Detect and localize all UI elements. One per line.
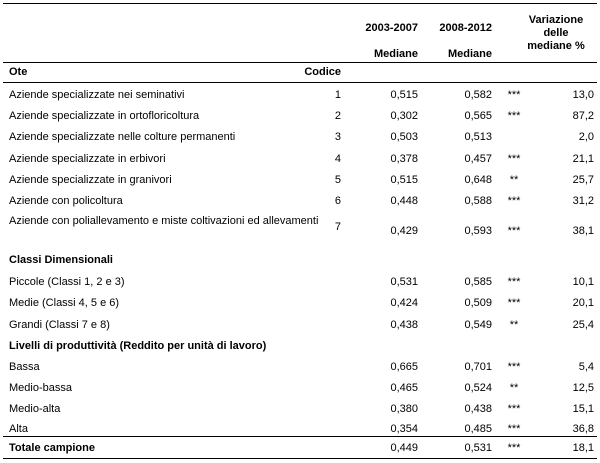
row-label: Grandi (Classi 7 e 8) xyxy=(9,319,110,331)
row-median-2008-2012: 0,565 xyxy=(464,110,492,122)
row-median-2003-2007: 0,354 xyxy=(390,423,418,435)
row-variation: 38,1 xyxy=(572,225,594,237)
total-variation: 18,1 xyxy=(572,442,594,454)
top-rule xyxy=(3,3,597,4)
row-median-2003-2007: 0,531 xyxy=(390,276,418,288)
row-significance: *** xyxy=(507,423,521,435)
row-label: Aziende specializzate in erbivori xyxy=(9,153,166,165)
row-median-2008-2012: 0,648 xyxy=(464,174,492,186)
row-significance: *** xyxy=(507,297,521,309)
row-variation: 36,8 xyxy=(572,423,594,435)
row-significance: *** xyxy=(507,361,521,373)
row-label: Aziende con policoltura xyxy=(9,195,123,207)
row-label: Piccole (Classi 1, 2 e 3) xyxy=(9,276,125,288)
row-median-2008-2012: 0,582 xyxy=(464,89,492,101)
row-label: Medio-alta xyxy=(9,403,61,415)
row-code: 1 xyxy=(334,89,341,101)
row-median-2003-2007: 0,429 xyxy=(390,225,418,237)
row-median-2008-2012: 0,585 xyxy=(464,276,492,288)
row-median-2008-2012: 0,438 xyxy=(464,403,492,415)
row-label: Aziende con poliallevamento e miste coltivazioni ed allevamenti xyxy=(9,215,319,227)
row-median-2003-2007: 0,465 xyxy=(390,382,418,394)
median1-header: Mediane xyxy=(373,48,418,60)
row-variation: 25,4 xyxy=(572,319,594,331)
row-median-2003-2007: 0,515 xyxy=(390,89,418,101)
section-title-classi-dimensionali: Classi Dimensionali xyxy=(9,254,113,266)
bottom-rule xyxy=(3,458,597,459)
row-significance: *** xyxy=(507,403,521,415)
variation-header-line2: delle xyxy=(543,27,569,39)
row-variation: 87,2 xyxy=(572,110,594,122)
row-code: 2 xyxy=(334,110,341,122)
row-median-2008-2012: 0,524 xyxy=(464,382,492,394)
total-label: Totale campione xyxy=(9,442,95,454)
row-median-2003-2007: 0,378 xyxy=(390,153,418,165)
header-rule xyxy=(3,62,597,63)
row-variation: 13,0 xyxy=(572,89,594,101)
codice-column-header: Codice xyxy=(304,66,341,78)
row-significance: *** xyxy=(507,225,521,237)
row-code: 5 xyxy=(334,174,341,186)
row-variation: 10,1 xyxy=(572,276,594,288)
row-median-2003-2007: 0,503 xyxy=(390,131,418,143)
row-variation: 5,4 xyxy=(578,361,594,373)
row-label: Aziende specializzate nei seminativi xyxy=(9,89,185,101)
variation-header-line3: mediane % xyxy=(527,40,585,52)
row-variation: 25,7 xyxy=(572,174,594,186)
row-significance: ** xyxy=(509,382,519,394)
row-variation: 31,2 xyxy=(572,195,594,207)
row-median-2003-2007: 0,424 xyxy=(390,297,418,309)
row-median-2003-2007: 0,515 xyxy=(390,174,418,186)
row-label: Bassa xyxy=(9,361,40,373)
variation-header-line1: Variazione xyxy=(528,14,584,26)
section-title-livelli-produttivita: Livelli di produttività (Reddito per unità di lavoro) xyxy=(9,340,267,352)
row-median-2008-2012: 0,701 xyxy=(464,361,492,373)
row-variation: 15,1 xyxy=(572,403,594,415)
row-label: Medio-bassa xyxy=(9,382,72,394)
row-significance: ** xyxy=(509,174,519,186)
column-header-rule xyxy=(3,82,597,83)
row-significance: *** xyxy=(507,89,521,101)
row-median-2008-2012: 0,593 xyxy=(464,225,492,237)
row-median-2008-2012: 0,588 xyxy=(464,195,492,207)
row-code: 3 xyxy=(334,131,341,143)
total-significance: *** xyxy=(507,442,521,454)
row-significance: *** xyxy=(507,195,521,207)
row-label: Aziende specializzate in granivori xyxy=(9,174,172,186)
row-median-2008-2012: 0,509 xyxy=(464,297,492,309)
period2-header: 2008-2012 xyxy=(439,22,492,34)
period1-header: 2003-2007 xyxy=(365,22,418,34)
ote-column-header: Ote xyxy=(9,66,28,78)
row-median-2003-2007: 0,302 xyxy=(390,110,418,122)
total-median-2008-2012: 0,531 xyxy=(464,442,492,454)
row-median-2003-2007: 0,380 xyxy=(390,403,418,415)
row-code: 4 xyxy=(334,153,341,165)
row-median-2008-2012: 0,549 xyxy=(464,319,492,331)
median2-header: Mediane xyxy=(447,48,492,60)
row-variation: 2,0 xyxy=(578,131,594,143)
row-code: 7 xyxy=(334,221,341,233)
row-label: Alta xyxy=(9,423,28,435)
row-code: 6 xyxy=(334,195,341,207)
row-variation: 20,1 xyxy=(572,297,594,309)
row-variation: 21,1 xyxy=(572,153,594,165)
row-label: Medie (Classi 4, 5 e 6) xyxy=(9,297,120,309)
row-label: Aziende specializzate nelle colture permanenti xyxy=(9,131,236,143)
row-variation: 12,5 xyxy=(572,382,594,394)
row-median-2003-2007: 0,438 xyxy=(390,319,418,331)
row-median-2003-2007: 0,448 xyxy=(390,195,418,207)
row-median-2008-2012: 0,457 xyxy=(464,153,492,165)
row-significance: *** xyxy=(507,153,521,165)
total-median-2003-2007: 0,449 xyxy=(390,442,418,454)
row-significance: ** xyxy=(509,319,519,331)
total-rule xyxy=(3,436,597,437)
row-significance: *** xyxy=(507,110,521,122)
row-significance: *** xyxy=(507,276,521,288)
row-median-2008-2012: 0,485 xyxy=(464,423,492,435)
row-median-2003-2007: 0,665 xyxy=(390,361,418,373)
row-median-2008-2012: 0,513 xyxy=(464,131,492,143)
row-label: Aziende specializzate in ortofloricoltura xyxy=(9,110,200,122)
